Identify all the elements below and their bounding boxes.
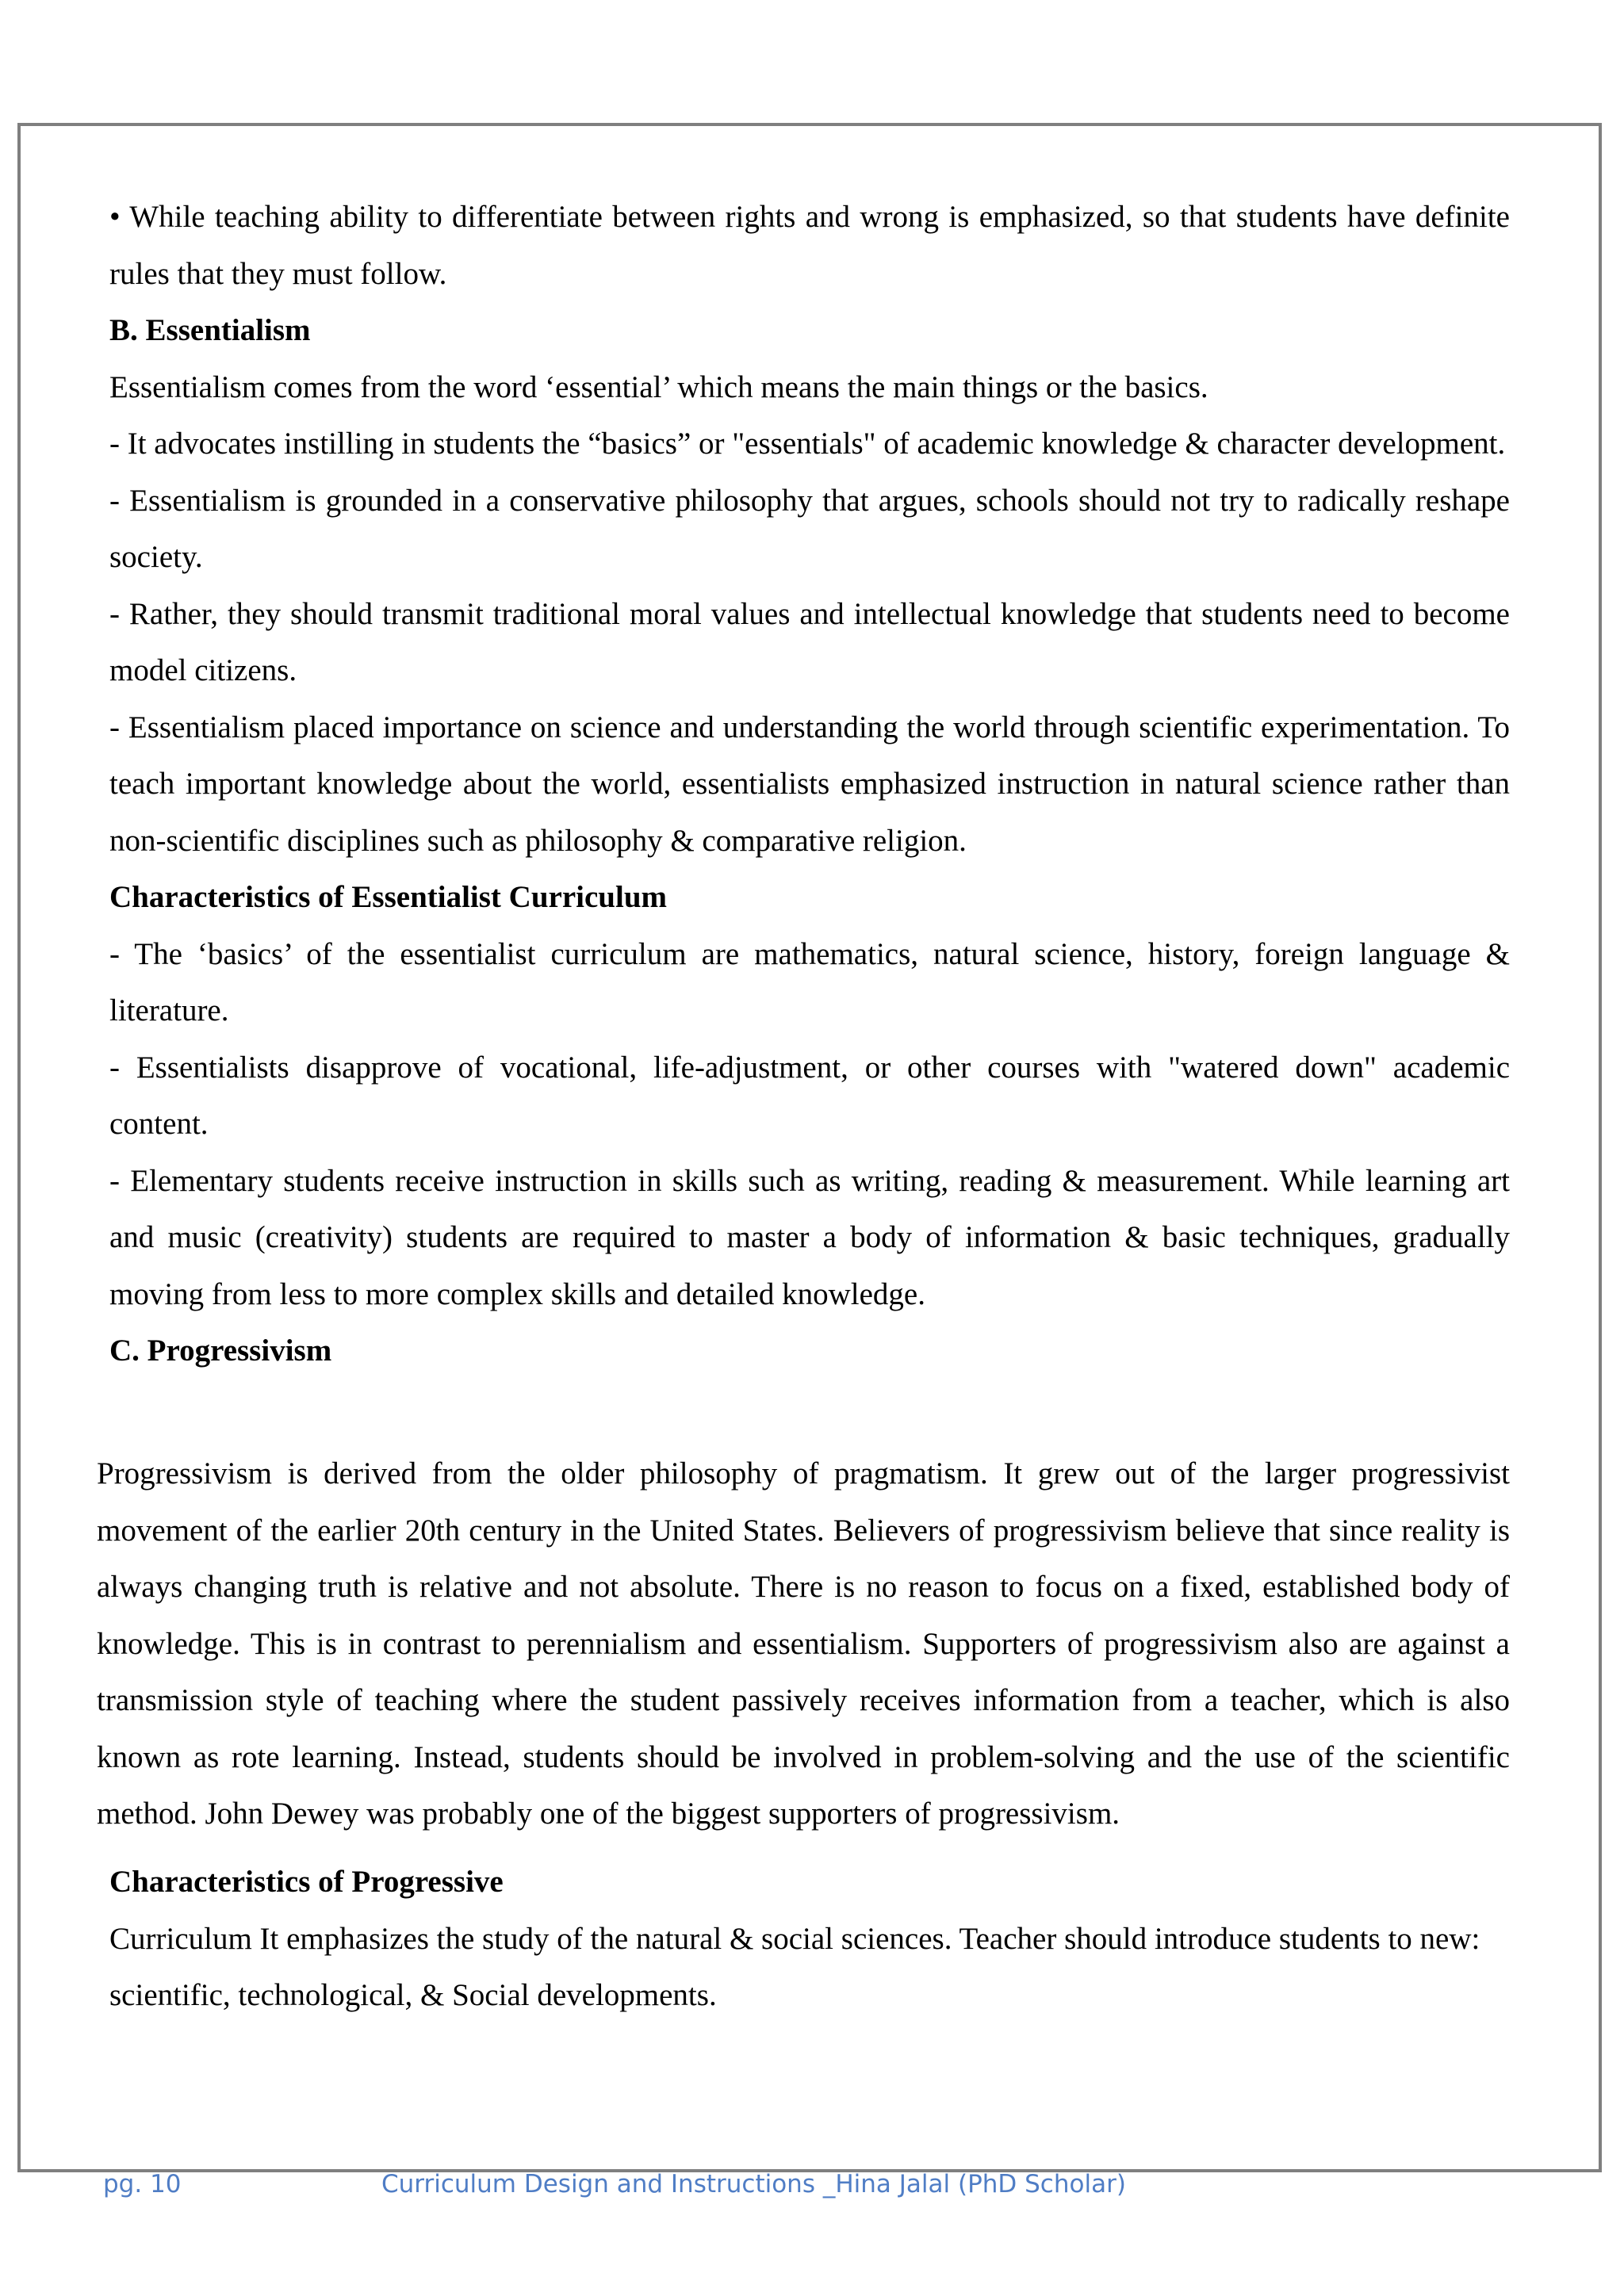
essentialism-point-science: - Essentialism placed importance on science and understanding the world through scientific experimentation. To teach important knowledge about the world, essentialists emphasized instruction in natural science rather than non-scientific disciplines such as philosophy & comparative religion. — [109, 710, 1510, 858]
footer-title: Curriculum Design and Instructions _Hina Jalal (PhD Scholar) — [381, 2170, 1126, 2198]
heading-progressive-characteristics: Characteristics of Progressive — [109, 1865, 504, 1899]
curriculum-point-vocational: - Essentialists disapprove of vocational, life-adjustment, or other courses with "watered down" academic content. — [109, 1050, 1510, 1141]
footer-page-number: pg. 10 — [103, 2170, 182, 2198]
heading-essentialist-curriculum: Characteristics of Essentialist Curriculum — [109, 880, 667, 914]
essentialism-point-basics: - It advocates instilling in students the “basics” or "essentials" of academic knowledge & character development. — [109, 427, 1506, 461]
essentialism-definition: Essentialism comes from the word ‘essential’ which means the main things or the basics. — [109, 369, 1208, 404]
progressivism-section — [97, 1445, 1510, 1843]
essentialism-section — [109, 189, 1510, 1380]
curriculum-point-elementary: - Elementary students receive instruction in skills such as writing, reading & measurement. While learning art and music (creativity) students are required to master a body of information & basic techniques, gradually moving from less to more complex skills and detailed knowledge. — [109, 1163, 1510, 1311]
essentialism-point-conservative: - Essentialism is grounded in a conservative philosophy that argues, schools should not try to radically reshape society. — [109, 483, 1510, 574]
heading-progressivism: C. Progressivism — [109, 1334, 332, 1368]
heading-essentialism: B. Essentialism — [109, 313, 311, 347]
progressive-curriculum-paragraph: Curriculum It emphasizes the study of the natural & social sciences. Teacher should introduce students to new: scientific, technological, & Social developments. — [109, 1921, 1480, 2012]
essentialism-point-transmit: - Rather, they should transmit traditional moral values and intellectual knowledge that students need to become model citizens. — [109, 596, 1510, 687]
progressive-characteristics-section — [109, 1854, 1510, 2024]
progressivism-paragraph: Progressivism is derived from the older philosophy of pragmatism. It grew out of the larger progressivist movement of the earlier 20th century in the United States. Believers of progressivism believe that since reality is always changing truth is relative and not absolute. There is no reason to focus on a fixed, established body of knowledge. This is in contrast to perennialism and essentialism. Supporters of progressivism also are against a transmission style of teaching where the student passively receives information from a teacher, which is also known as rote learning. Instead, students should be involved in problem-solving and the use of the scientific method. John Dewey was probably one of the biggest supporters of progressivism. — [97, 1456, 1510, 1831]
bullet-rights-wrong: • While teaching ability to differentiate between rights and wrong is emphasized, so that students have definite rules that they must follow. — [109, 200, 1510, 291]
curriculum-point-basics: - The ‘basics’ of the essentialist curriculum are mathematics, natural science, history, foreign language & literature. — [109, 936, 1510, 1027]
